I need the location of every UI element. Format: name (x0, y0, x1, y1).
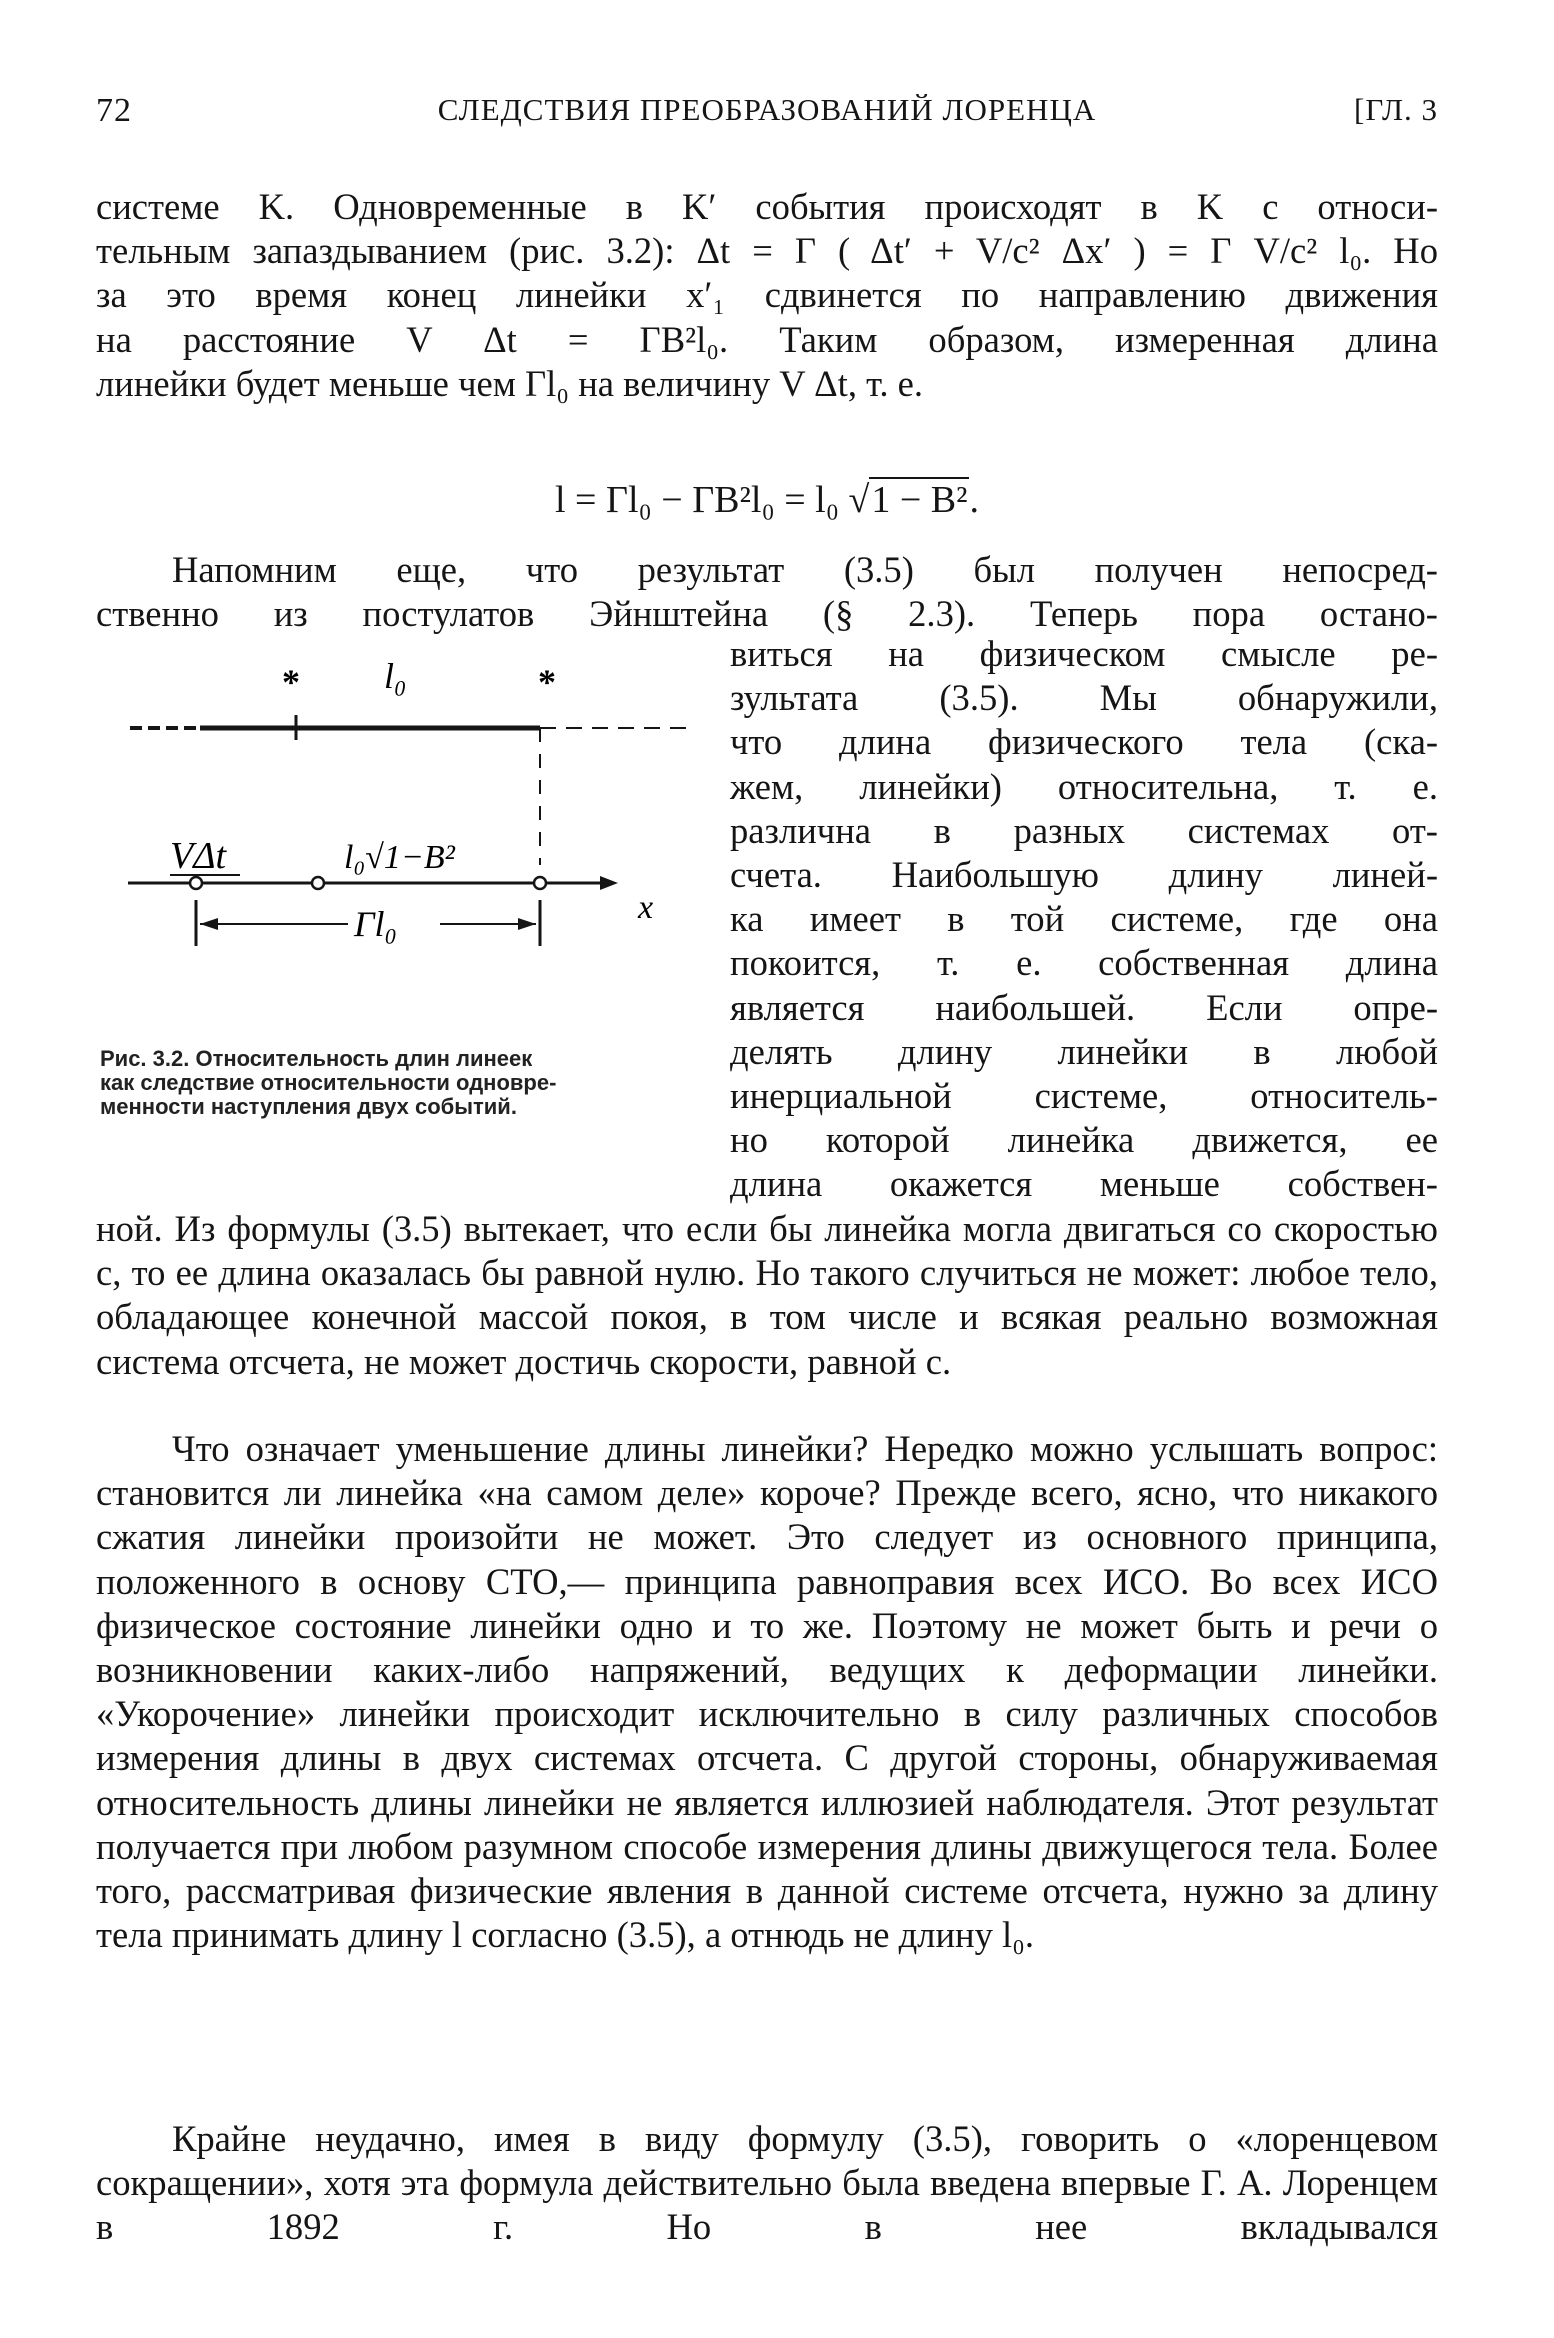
figure-3-2 (100, 660, 690, 1080)
wrap-line: покоится, т. е. собственная длина (730, 942, 1438, 984)
fig-label-vdt: VΔt (170, 835, 227, 877)
fig-star-right: * (538, 662, 556, 702)
wrap-line: различна в разных системах от- (730, 809, 1438, 851)
fig-point-2 (312, 877, 324, 889)
para1-line-1: системе K. Одновременные в K′ события происходят в K с относи- (96, 186, 1438, 227)
fig-point-3 (534, 877, 546, 889)
running-header (96, 92, 1438, 142)
para1-line-5: линейки будет меньше чем Γl₀ на величину V Δt, т. е. (96, 362, 924, 404)
wrap-line: зультата (3.5). Мы обнаружили, (730, 677, 1438, 719)
wrap-line: является наибольшей. Если опре- (730, 986, 1438, 1028)
para2-line-1: Напомним еще, что результат (3.5) был получен непосред- (172, 549, 1438, 590)
para3-text: Что означает уменьшение длины линейки? Нередко можно услышать вопрос: становится ли линейка «на самом деле» короче? Прежде всего, ясно, что никакого сжатия линейки произойти не может. Это следует из основного принципа, положенного в основу СТО,— принципа равноправия всех ИСО. Во всех ИСО физическое состояние линейки одно и то же. Поэтому не может быть и речи о возникновении каких-либо напряжений, ведущих к деформации линейки. «Укорочение» линейки происходит исключительно в силу различных способов измерения длины в двух системах отсчета. С другой стороны, обнаруживаемая относительность длины линейки не является иллюзией наблюдателя. Этот результат получается при любом разумном способе измерения длины движущегося тела. Более того, рассматривая физические явления в данной системе отсчета, нужно за длину тела принимать длину l согласно (3.5), а отнюдь не длину l₀. (96, 1428, 1438, 1956)
wrap-line: длина окажется меньше собствен- (730, 1163, 1438, 1205)
fig-star-left: * (282, 662, 300, 702)
page-number: 72 (96, 92, 132, 129)
fig-label-lsqrt: l₀√1−B² (344, 839, 455, 876)
paragraph-4 (96, 2117, 1438, 2250)
para4-text: Крайне неудачно, имея в виду формулу (3.5), говорить о «лоренцевом сокращении», хотя эта формула действительно была введена впервые Г. А. Лоренцем в 1892 г. Но в нее вкладывался (96, 2118, 1438, 2248)
para1-line-2: тельным запаздыванием (рис. 3.2): Δt = Γ ( Δt′ + V/c² Δx′ ) = Γ V/c² l₀. Но (96, 230, 1438, 272)
fig-label-x: x (638, 889, 654, 926)
paragraph-2-wrapped-column (730, 632, 1438, 1207)
wrap-line: что длина физического тела (ска- (730, 721, 1438, 763)
wrap-line: жем, линейки) относительна, т. е. (730, 765, 1438, 807)
chapter-marker: [ГЛ. 3 (1354, 92, 1438, 127)
para2-tail: ной. Из формулы (3.5) вытекает, что если бы линейка могла двигаться со скоростью c, то ее длина оказалась бы равной нулю. Но такого случиться не может: любое тело, обладающее конечной массой покоя, в том числе и всякая реально возможная система отсчета, не может достичь скорости, равной c. (96, 1208, 1438, 1382)
figure-caption (100, 1047, 700, 1119)
caption-line: Рис. 3.2. Относительность длин линеек (100, 1046, 533, 1071)
formula-left: l = Γl₀ − ΓB²l₀ = l₀ √ (555, 479, 870, 521)
fig-dim-arrow-left-icon (200, 918, 218, 930)
fig-label-gamma-l0: Γl₀ (354, 904, 397, 944)
wrap-line: счета. Наибольшую длину линей- (730, 854, 1438, 896)
para1-line-3: за это время конец линейки x′₁ сдвинется по направлению движения (96, 274, 1438, 316)
paragraph-1 (96, 185, 1438, 406)
wrap-line: но которой линейка движется, ее (730, 1119, 1438, 1161)
para1-line-4: на расстояние V Δt = ΓB²l₀. Таким образом, измеренная длина (96, 318, 1438, 360)
fig-dim-arrow-right-icon (518, 918, 536, 930)
para2-line-2: ственно из постулатов Эйнштейна (§ 2.3). Теперь пора остано- (96, 593, 1438, 635)
running-title: СЛЕДСТВИЯ ПРЕОБРАЗОВАНИЙ ЛОРЕНЦА (437, 92, 1097, 127)
caption-line: как следствие относительности одновре- (100, 1070, 557, 1095)
formula-radicand: 1 − B² (871, 479, 968, 521)
wrap-line: ка имеет в той системе, где она (730, 898, 1438, 940)
fig-label-l0: l₀ (384, 660, 407, 696)
caption-line: менности наступления двух событий. (100, 1094, 517, 1119)
paragraph-2-lead (96, 548, 1438, 636)
wrap-line: инерциальной системе, относитель- (730, 1075, 1438, 1117)
wrap-line: делять длину линейки в любой (730, 1030, 1438, 1072)
wrap-line: виться на физическом смысле ре- (730, 633, 1438, 674)
fig-point-1 (190, 877, 202, 889)
paragraph-3 (96, 1427, 1438, 1957)
length-contraction-formula (96, 475, 1438, 525)
paragraph-2-tail (96, 1207, 1438, 1384)
fig-x-axis-arrow-icon (600, 876, 618, 890)
formula-right: . (969, 479, 979, 521)
